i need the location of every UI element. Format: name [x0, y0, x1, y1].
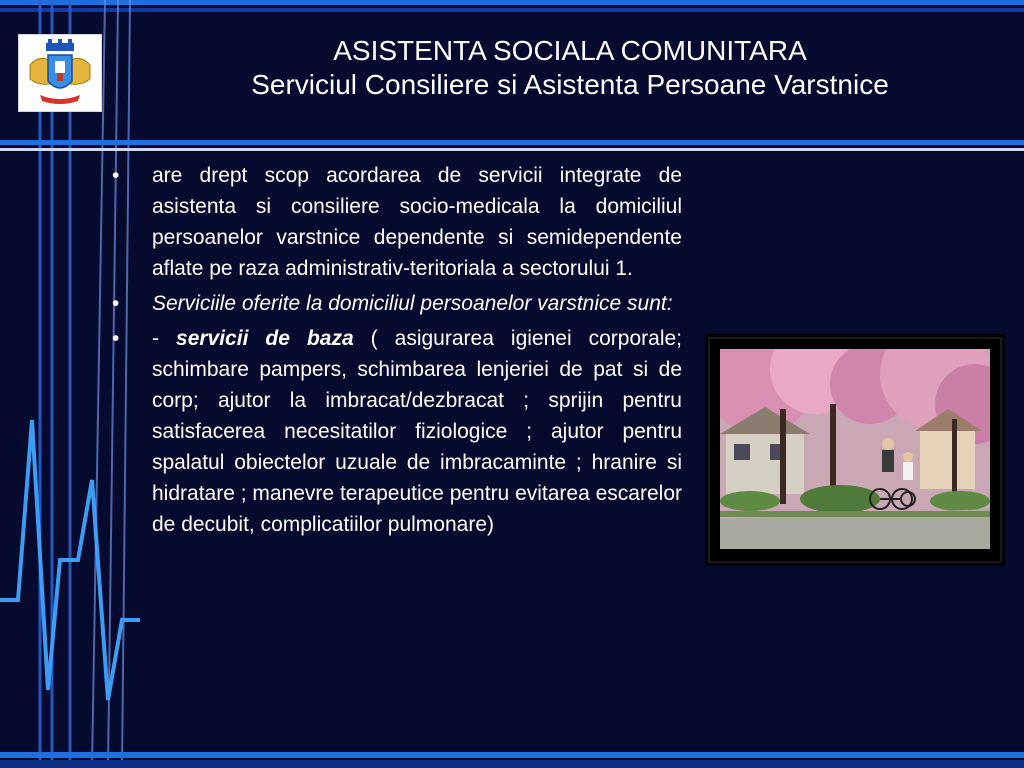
bullet-text: ( asigurarea igienei corporale; schimbare pampers, schimbarea lenjeriei de pat si de corp; ajutor la imbracat/dezbracat ; sprijin pentru satisfacerea necesitatilor fiziologice ; ajutor pentru spalatul obiectelor uzuale de imbracaminte ; hranire si hidratare ; manevre terapeutice pentru evitarea escarelor de decubit, complicatiilor pulmonare) — [152, 327, 683, 536]
list-item — [112, 160, 682, 284]
bottom-accent-bar — [0, 752, 1024, 758]
title-subtitle: Serviciul Consiliere si Asistenta Persoane Varstnice — [251, 69, 889, 100]
top-accent-bar-secondary — [0, 8, 1024, 12]
bottom-accent-bar-secondary — [0, 760, 1024, 768]
header-divider-light — [0, 148, 1024, 151]
bullet-prefix: - — [152, 327, 177, 350]
top-accent-bar — [0, 0, 1024, 5]
title-main: ASISTENTA SOCIALA COMUNITARA — [333, 35, 807, 66]
list-item — [112, 288, 682, 319]
bullet-list — [112, 160, 682, 544]
bullet-marker: • — [112, 327, 120, 350]
header-divider — [0, 140, 1024, 145]
bullet-text: Serviciile oferite la domiciliul persoanelor varstnice sunt: — [152, 292, 673, 315]
elderly-cycling-street-photo — [720, 349, 990, 549]
slide-title — [150, 34, 990, 102]
photo-frame — [708, 337, 1002, 563]
coat-of-arms-icon — [18, 34, 102, 112]
bullet-emphasis: servicii de baza — [176, 327, 354, 350]
bullet-text: are drept scop acordarea de servicii integrate de asistenta si consiliere socio-medicala la domiciliul persoanelor varstnice dependente si semidependente aflate pe raza administrativ-teritoriala a sectorului 1. — [152, 164, 682, 280]
bullet-marker: • — [112, 292, 120, 315]
list-item — [112, 323, 682, 540]
bullet-marker: • — [112, 164, 120, 187]
